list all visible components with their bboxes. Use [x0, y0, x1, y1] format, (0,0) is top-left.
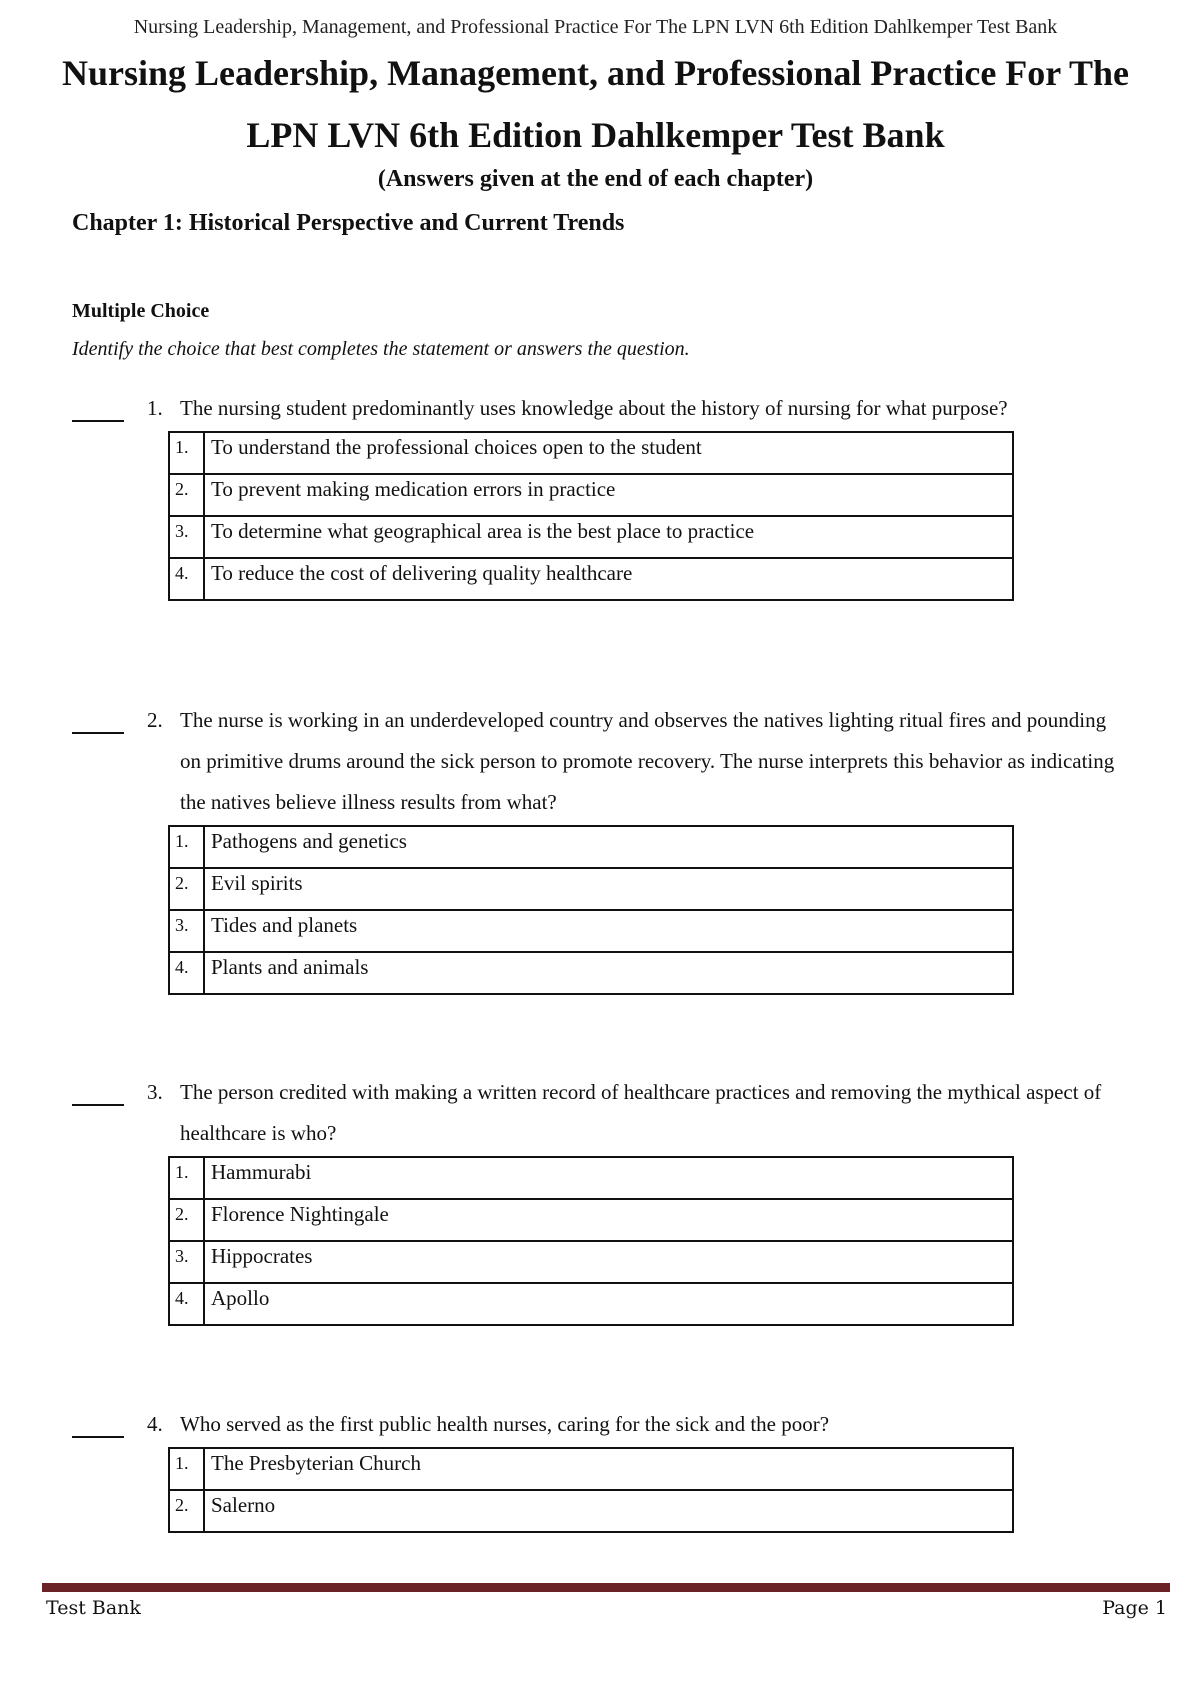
question-3 — [72, 1072, 1132, 1326]
choice-number: 1. — [169, 1157, 204, 1199]
answer-blank[interactable] — [72, 398, 124, 422]
question-text: The person credited with making a written record of healthcare practices and removing the mythical aspect of healthcare is who? — [180, 1080, 1102, 1145]
choice-row[interactable] — [169, 1241, 1013, 1283]
choice-text: To determine what geographical area is the best place to practice — [204, 516, 1013, 558]
question-4 — [72, 1404, 1132, 1533]
choice-row[interactable] — [169, 868, 1013, 910]
question-number: 2. — [147, 708, 163, 732]
choice-text: Evil spirits — [204, 868, 1013, 910]
choice-row[interactable] — [169, 1199, 1013, 1241]
chapter-title: Chapter 1: Historical Perspective and Current Trends — [72, 210, 625, 236]
footer-rule — [42, 1583, 1170, 1592]
choice-number: 2. — [169, 1490, 204, 1532]
choice-number: 1. — [169, 432, 204, 474]
question-text: The nursing student predominantly uses knowledge about the history of nursing for what purpose? — [180, 396, 1008, 420]
page-number: Page 1 — [1102, 1597, 1167, 1619]
question-text: The nurse is working in an underdeveloped country and observes the natives lighting ritual fires and pounding on primitive drums around the sick person to promote recovery. The nurse interprets this behavior as indicating the natives believe illness results from what? — [180, 708, 1115, 814]
choice-row[interactable] — [169, 826, 1013, 868]
choice-text: Apollo — [204, 1283, 1013, 1325]
choices-table — [168, 825, 1014, 995]
choice-row[interactable] — [169, 432, 1013, 474]
title-line-2: LPN LVN 6th Edition Dahlkemper Test Bank — [246, 115, 945, 155]
question-2 — [72, 700, 1132, 995]
choice-row[interactable] — [169, 1490, 1013, 1532]
choice-row[interactable] — [169, 910, 1013, 952]
choice-row[interactable] — [169, 1448, 1013, 1490]
choice-number: 4. — [169, 952, 204, 994]
choices-table — [168, 431, 1014, 601]
answer-blank[interactable] — [72, 1082, 124, 1106]
choice-text: Salerno — [204, 1490, 1013, 1532]
choice-text: Hammurabi — [204, 1157, 1013, 1199]
question-number: 4. — [147, 1412, 163, 1436]
choice-row[interactable] — [169, 1283, 1013, 1325]
choice-text: Tides and planets — [204, 910, 1013, 952]
choice-number: 2. — [169, 474, 204, 516]
running-header: Nursing Leadership, Management, and Professional Practice For The LPN LVN 6th Edition Dahlkemper Test Bank — [133, 16, 1058, 38]
section-heading: Multiple Choice — [72, 300, 210, 322]
answer-blank[interactable] — [72, 1414, 124, 1438]
instructions: Identify the choice that best completes the statement or answers the question. — [72, 338, 690, 360]
title-line-1: Nursing Leadership, Management, and Professional Practice For The — [62, 53, 1129, 93]
choice-number: 1. — [169, 826, 204, 868]
choice-text: Pathogens and genetics — [204, 826, 1013, 868]
footer-label: Test Bank — [46, 1597, 141, 1619]
choice-number: 3. — [169, 910, 204, 952]
choice-number: 4. — [169, 1283, 204, 1325]
choice-text: To reduce the cost of delivering quality healthcare — [204, 558, 1013, 600]
choice-text: Hippocrates — [204, 1241, 1013, 1283]
choice-text: To understand the professional choices open to the student — [204, 432, 1013, 474]
choice-text: The Presbyterian Church — [204, 1448, 1013, 1490]
choice-text: Plants and animals — [204, 952, 1013, 994]
choice-row[interactable] — [169, 558, 1013, 600]
choices-table — [168, 1447, 1014, 1533]
choice-number: 1. — [169, 1448, 204, 1490]
choice-row[interactable] — [169, 474, 1013, 516]
choice-number: 2. — [169, 868, 204, 910]
choice-row[interactable] — [169, 1157, 1013, 1199]
choice-row[interactable] — [169, 516, 1013, 558]
question-number: 1. — [147, 396, 163, 420]
question-1 — [72, 388, 1132, 601]
choice-text: To prevent making medication errors in practice — [204, 474, 1013, 516]
choice-row[interactable] — [169, 952, 1013, 994]
choice-text: Florence Nightingale — [204, 1199, 1013, 1241]
choice-number: 3. — [169, 516, 204, 558]
page-title — [0, 42, 1191, 166]
answer-blank[interactable] — [72, 710, 124, 734]
choice-number: 3. — [169, 1241, 204, 1283]
subtitle: (Answers given at the end of each chapter) — [377, 166, 814, 192]
choices-table — [168, 1156, 1014, 1326]
question-text: Who served as the first public health nurses, caring for the sick and the poor? — [180, 1412, 830, 1436]
question-number: 3. — [147, 1080, 163, 1104]
choice-number: 4. — [169, 558, 204, 600]
choice-number: 2. — [169, 1199, 204, 1241]
